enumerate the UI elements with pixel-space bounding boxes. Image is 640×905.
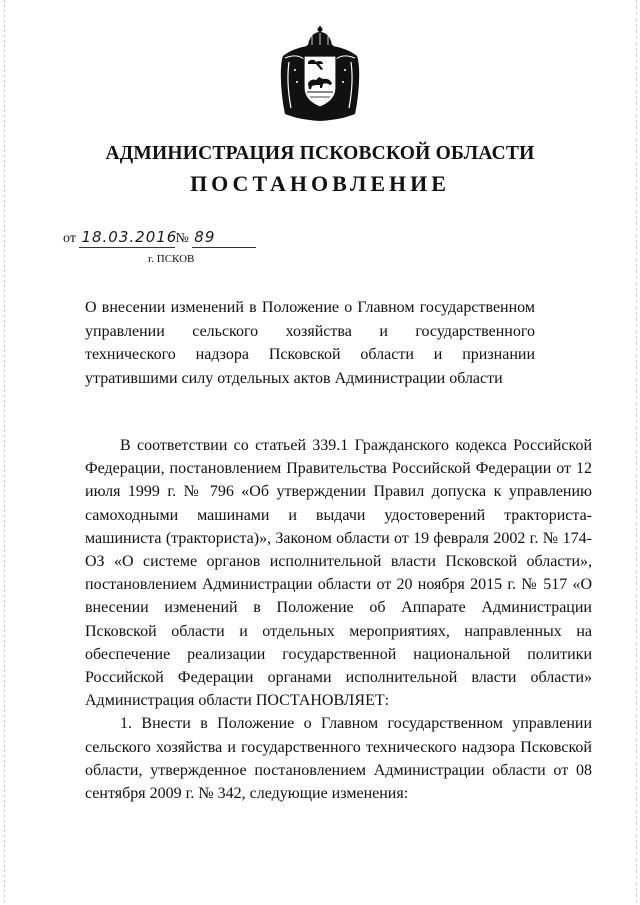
number-prefix: № — [175, 231, 189, 246]
date-value: 18.03.2016 — [81, 228, 178, 246]
organization-title: АДМИНИСТРАЦИЯ ПСКОВСКОЙ ОБЛАСТИ — [105, 143, 535, 164]
city-label: г. ПСКОВ — [148, 253, 195, 265]
coat-of-arms-emblem — [275, 26, 365, 122]
date-number-line — [63, 228, 256, 248]
document-type-title: ПОСТАНОВЛЕНИЕ — [190, 171, 450, 196]
date-field — [79, 228, 178, 248]
point-1-paragraph: 1. Внести в Положение о Главном государственном управлении сельского хозяйства и государственного технического надзора Псковской области, утвержденное постановлением Администрации области от 08 сентября 2009 г. № 342, следующие изменения: — [85, 715, 592, 803]
preamble-paragraph: В соответствии со статьей 339.1 Гражданского кодекса Российской Федерации, постановлением Правительства Российской Федерации от 12 июля 1999 г. № 796 «Об утверждении Правил допуска к управлению самоходными машинами и выдачи удостоверений тракториста-машиниста (тракториста)», Законом области от 19 февраля 2002 г. № 174-ОЗ «О системе органов исполнительной власти Псковской области», постановлением Администрации области от 20 ноября 2015 г. № 517 «О внесении изменений в Положение об Аппарате Администрации Псковской области и отдельных мероприятиях, направленных на обеспечение реализации государственной национальной политики Российской Федерации органами исполнительной власти области» Администрация области ПОСТАНОВЛЯЕТ: — [85, 437, 592, 710]
number-value: 89 — [194, 228, 216, 246]
document-subject — [85, 296, 535, 390]
document-body — [85, 434, 592, 805]
number-field — [192, 228, 256, 248]
scan-edge-left — [4, 0, 5, 905]
subject-text: О внесении изменений в Положение о Главном государственном управлении сельского хозяйства и государственного технического надзора Псковской области и признании утратившими силу отдельных актов Администрации области — [85, 299, 535, 387]
date-prefix: от — [63, 231, 76, 246]
scan-edge-right — [636, 0, 637, 905]
